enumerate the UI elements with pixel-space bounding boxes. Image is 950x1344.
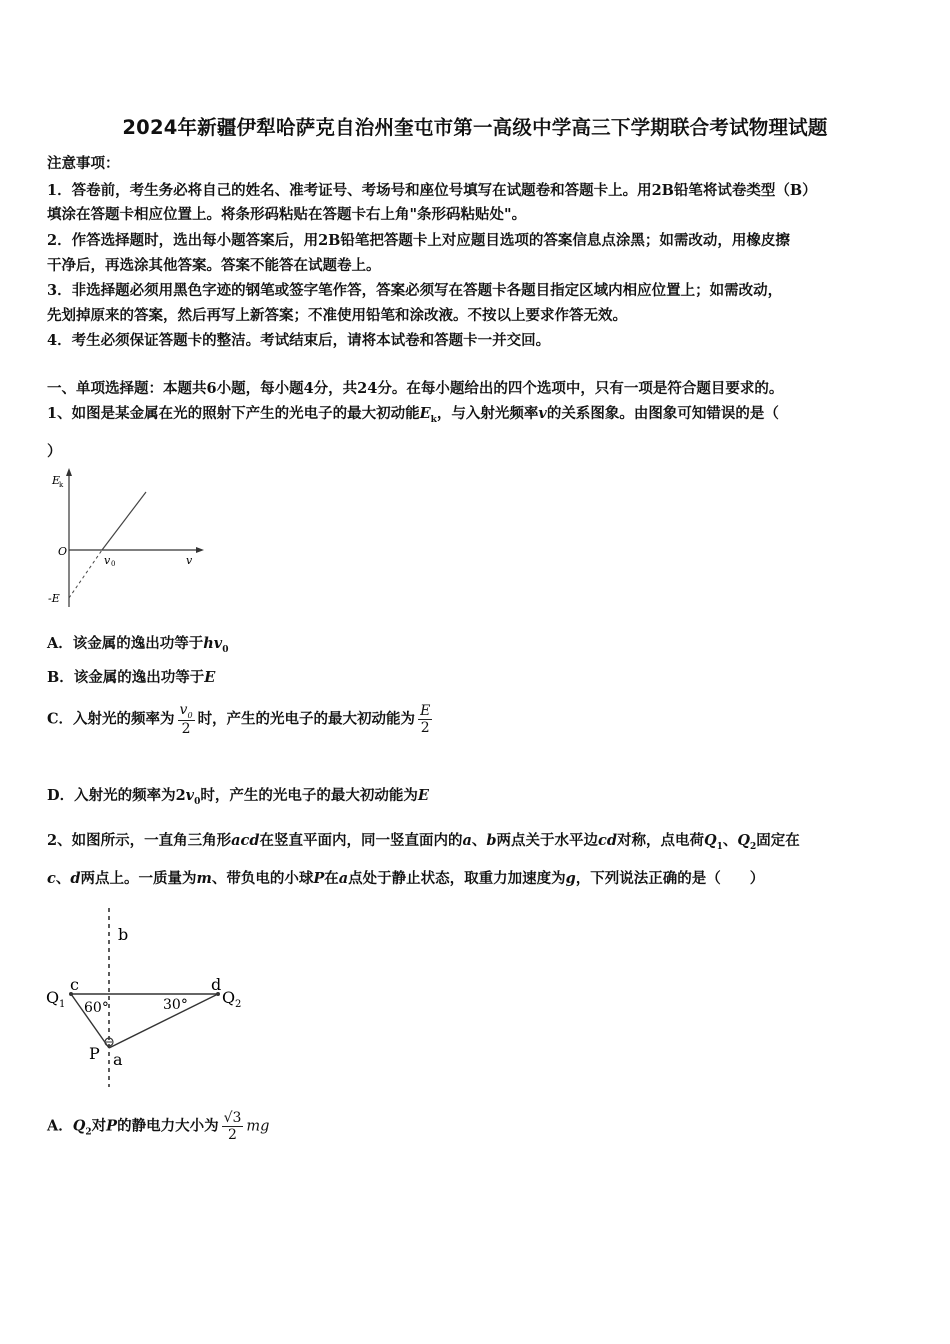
option-text: 时，产生的光电子的最大初动能为 bbox=[197, 710, 416, 728]
label-p: P bbox=[89, 1044, 100, 1063]
q2-text: 、 bbox=[55, 870, 71, 887]
notice-line: 2．作答选择题时，选出每小题答案后，用2B铅笔把答题卡上对应题目选项的答案信息点涂黑；如需改动，用橡皮擦 bbox=[47, 232, 790, 249]
q2-text: 2、如图所示，一直角三角形 bbox=[47, 832, 232, 849]
graph-y-label-sub: k bbox=[59, 481, 64, 489]
q1-option-a bbox=[47, 632, 228, 655]
label-c: c bbox=[70, 975, 79, 994]
label-q1-sub: 1 bbox=[59, 999, 66, 1010]
q2-sub: 1 bbox=[716, 841, 723, 852]
q2-var: Q bbox=[703, 832, 717, 849]
q2-var: Q bbox=[737, 832, 751, 849]
q2-text: 对称，点电荷 bbox=[616, 832, 704, 849]
notice-line: 先划掉原来的答案，然后再写上新答案；不准使用铅笔和涂改液。不按以上要求作答无效。 bbox=[47, 307, 627, 324]
q2-triangle-figure bbox=[40, 902, 260, 1092]
option-var: v bbox=[185, 787, 195, 804]
q2-stem-line1 bbox=[47, 829, 800, 852]
fraction-num: E bbox=[420, 702, 431, 719]
q1-option-c bbox=[47, 702, 435, 737]
option-text: 时，产生的光电子的最大初动能为 bbox=[200, 787, 418, 804]
q1-stem-text: 的关系图象。由图象可知错误的是（ bbox=[546, 405, 779, 422]
label-q2: Q bbox=[222, 988, 236, 1007]
label-q1: Q bbox=[46, 988, 60, 1007]
q2-text: 两点上。一质量为 bbox=[80, 870, 197, 887]
q2-var: cd bbox=[598, 832, 617, 849]
fraction bbox=[178, 702, 195, 737]
q2-var: b bbox=[486, 832, 497, 849]
fraction bbox=[222, 1110, 244, 1143]
q2-text: ，下列说法正确的是（ ） bbox=[575, 870, 765, 887]
graph-origin: O bbox=[58, 545, 68, 558]
q2-text: 、 bbox=[471, 832, 487, 849]
q2-option-a bbox=[47, 1110, 269, 1143]
graph-x-label: v bbox=[186, 554, 193, 567]
option-text: 的静电力大小为 bbox=[117, 1117, 219, 1135]
notice-line: 4．考生必须保证答题卡的整洁。考试结束后，请将本试卷和答题卡一并交回。 bbox=[47, 332, 551, 349]
q2-text: 两点关于水平边 bbox=[496, 832, 599, 849]
q2-var: d bbox=[70, 870, 81, 887]
option-var: P bbox=[106, 1117, 118, 1135]
q1-var-ek: E bbox=[419, 405, 431, 422]
q2-var: m bbox=[196, 870, 212, 887]
fraction-num-sub: 0 bbox=[187, 710, 193, 720]
q2-text: 在竖直平面内，同一竖直面内的 bbox=[259, 832, 463, 849]
q2-var: a bbox=[462, 832, 472, 849]
label-q2-sub: 2 bbox=[235, 999, 242, 1010]
option-expr: hv bbox=[203, 635, 223, 652]
ek-line bbox=[102, 492, 146, 550]
q2-text: 、 bbox=[722, 832, 738, 849]
q1-stem bbox=[47, 402, 779, 425]
option-text: 对 bbox=[91, 1117, 107, 1135]
option-var: E bbox=[417, 787, 429, 804]
q2-var: a bbox=[338, 870, 349, 887]
q1-option-d bbox=[47, 784, 429, 807]
option-text: D．入射光的频率为2 bbox=[47, 787, 186, 804]
option-var: Q bbox=[72, 1117, 86, 1135]
angle-60: 60° bbox=[84, 1000, 109, 1016]
notice-line: 3．非选择题必须用黑色字迹的钢笔或签字笔作答，答案必须写在答题卡各题目指定区域内相应位置上；如需改动， bbox=[47, 282, 783, 299]
page-title: 2024年新疆伊犁哈萨克自治州奎屯市第一高级中学高三下学期联合考试物理试题 bbox=[122, 116, 828, 139]
option-text: A．该金属的逸出功等于 bbox=[47, 635, 204, 652]
q2-var: P bbox=[313, 870, 325, 887]
label-d: d bbox=[211, 975, 222, 994]
option-sub: 0 bbox=[194, 796, 201, 807]
q1-option-b bbox=[47, 666, 215, 687]
q1-var-v: v bbox=[538, 405, 547, 422]
graph-neg-e: -E bbox=[48, 592, 60, 605]
fraction-num: v bbox=[179, 702, 188, 718]
q1-stem-text: ，与入射光频率 bbox=[436, 405, 539, 422]
q2-var: c bbox=[47, 870, 56, 887]
q2-text: 、带负电的小球 bbox=[211, 870, 314, 887]
fraction-den: 2 bbox=[181, 720, 191, 737]
q1-stem-text: 1、如图是某金属在光的照射下产生的光电子的最大初动能 bbox=[47, 405, 420, 422]
graph-v0: v bbox=[104, 554, 111, 567]
fraction-num: √3 bbox=[223, 1110, 242, 1126]
notice-line: 1．答卷前，考生务必将自己的姓名、准考证号、考场号和座位号填写在试题卷和答题卡上。用2B铅笔将试卷类型（B） bbox=[47, 182, 817, 199]
option-var: mg bbox=[246, 1118, 270, 1135]
notice-line: 干净后，再选涂其他答案。答案不能答在试题卷上。 bbox=[47, 257, 381, 274]
q2-text: 在 bbox=[324, 870, 339, 887]
q2-var: g bbox=[565, 870, 576, 887]
q2-text: 点处于静止状态，取重力加速度为 bbox=[348, 870, 566, 887]
option-text: A． bbox=[47, 1117, 73, 1135]
q2-stem-line2 bbox=[47, 867, 764, 888]
option-sub: 0 bbox=[222, 644, 229, 655]
ek-line-dashed bbox=[69, 550, 102, 598]
option-text: B．该金属的逸出功等于 bbox=[47, 669, 205, 686]
graph-v0-sub: 0 bbox=[111, 560, 116, 568]
angle-30: 30° bbox=[163, 997, 188, 1013]
option-text: C．入射光的频率为 bbox=[47, 710, 175, 728]
q1-graph bbox=[40, 462, 210, 612]
q1-sub-k: k bbox=[430, 414, 437, 425]
q1-stem-end: ） bbox=[47, 443, 62, 460]
q2-text: 固定在 bbox=[756, 832, 800, 849]
fraction-den: 2 bbox=[228, 1127, 237, 1143]
fraction bbox=[418, 703, 432, 736]
notice-line: 填涂在答题卡相应位置上。将条形码粘贴在答题卡右上角"条形码粘贴处"。 bbox=[47, 206, 527, 223]
fraction-den: 2 bbox=[420, 719, 430, 736]
section-heading: 一、单项选择题：本题共6小题，每小题4分，共24分。在每小题给出的四个选项中，只有一项是符合题目要求的。 bbox=[47, 380, 784, 397]
graph-y-label: E bbox=[52, 474, 61, 487]
label-b: b bbox=[118, 925, 129, 944]
option-var: E bbox=[204, 669, 216, 686]
q2-sub: 2 bbox=[750, 841, 757, 852]
label-a: a bbox=[113, 1050, 123, 1069]
option-sub: 2 bbox=[85, 1127, 92, 1138]
notice-heading: 注意事项： bbox=[47, 155, 120, 172]
q2-var: acd bbox=[231, 832, 260, 849]
